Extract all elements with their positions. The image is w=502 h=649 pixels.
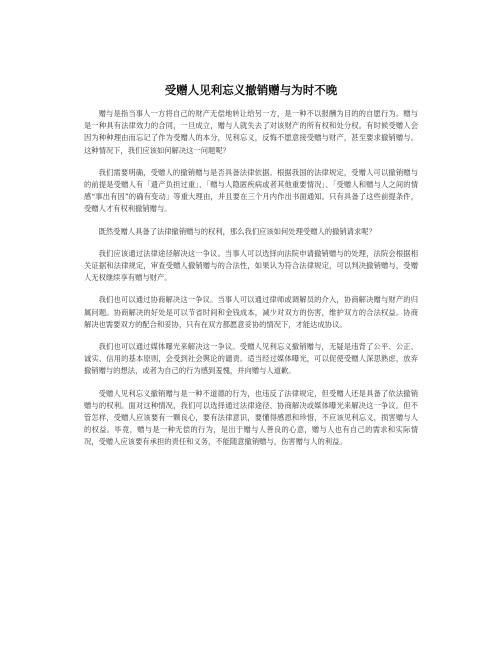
document-title: 受赠人见利忘义撤销赠与为时不晚 bbox=[164, 83, 338, 97]
paragraph-media: 我们也可以通过媒体曝光来解决这一争议。受赠人见利忘义撤销赠与，无疑是违背了公平、公正、诚实、信用的基本原则，会受到社会舆论的谴责。适当经过媒体曝光，可以促使受赠人深思熟虑，放弃撤销赠与的想法，或者为自己的行为感到羞愧，并向赠与人道歉。 bbox=[84, 342, 418, 376]
paragraph-conclusion: 受赠人见利忘义撤销赠与是一种不道德的行为，也违反了法律规定，但受赠人还是具备了依法撤销赠与的权利。面对这种情况，我们可以选择通过法律途径、协商解决或媒体曝光来解决这一争议。但不管怎样，受赠人应该要有一颗良心，要有法律意识，要懂得感恩和珍惜，不应该见利忘义，损害赠与人的权益。毕竟，赠与是一种无偿的行为，是出于赠与人善良的心意，赠与人也有自己的需求和实际情况，受赠人应该要有承担的责任和义务，不能随意撤销赠与，伤害赠与人的利益。 bbox=[84, 388, 418, 447]
paragraph-legal-route: 我们应该通过法律途径解决这一争议。当事人可以选择向法院申请撤销赠与的处理，法院会根据相关证据和法律规定，审查受赠人撤销赠与的合法性，如果认为符合法律规定，可以判决撤销赠与，受赠人无权继续享有赠与财产。 bbox=[84, 248, 418, 283]
paragraph-negotiation: 我们也可以通过协商解决这一争议。当事人可以通过律师或调解员的介入，协商解决赠与财产的归属问题。协商解决的好处是可以节省时间和金钱成本，减少对双方的伤害，维护双方的合法权益。协商解决也需要双方的配合和妥协，只有在双方都愿意妥协的情况下，才能达成协议。 bbox=[84, 295, 418, 329]
paragraph-legal-basis: 我们需要明确，受赠人的撤销赠与是否具备法律依据。根据我国的法律规定，受赠人可以撤销赠与的前提是受赠人有「遗产负担过重」、「赠与人隐匿疾病或者其他重要情况」、「受赠人和赠与人之间的情感“事出有因”的确有变动」等重大理由，并且要在三个月内作出书面通知。只有具备了这些前提条件，受赠人才有权利撤销赠与。 bbox=[84, 167, 418, 214]
paragraph-intro: 赠与是指当事人一方将自己的财产无偿地转让给另一方，是一种不以报酬为目的的自愿行为。赠与是一种具有法律效力的合同，一旦成立，赠与人就失去了对该财产的所有权和处分权。有时候受赠人会因为种种理由而忘记了作为受赠人的本分，见利忘义，反悔不愿意接受赠与财产，甚至要求撤销赠与。这种情况下，我们应该如何解决这一问题呢？ bbox=[84, 109, 418, 155]
paragraph-question: 既然受赠人具备了法律撤销赠与的权利，那么我们应该如何处理受赠人的撤销请求呢？ bbox=[98, 226, 376, 236]
